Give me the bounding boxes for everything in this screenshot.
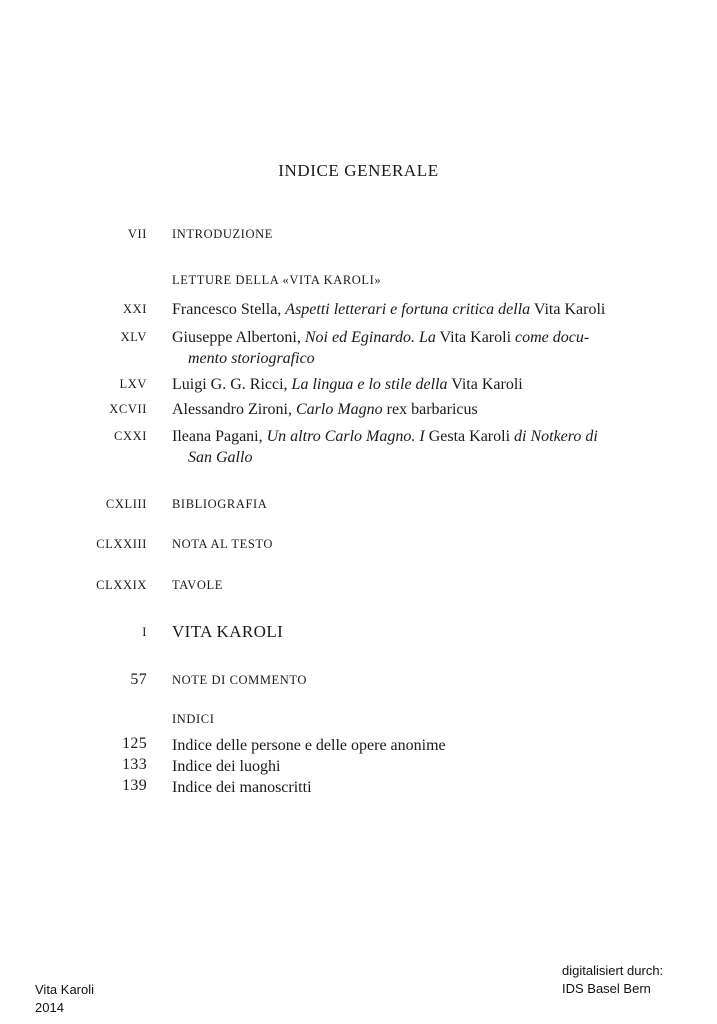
entry-title: Un altro Carlo Magno. I (266, 428, 425, 445)
entry-author: Ileana Pagani, (172, 428, 267, 445)
page-title: INDICE GENERALE (278, 161, 439, 180)
footer-digitized-by: IDS Basel Bern (562, 981, 651, 996)
section-heading: LETTURE DELLA «VITA KAROLI» (172, 273, 382, 287)
entry-author: Luigi G. G. Ricci, (172, 376, 292, 393)
page-number: 133 (122, 756, 147, 773)
section-label: INTRODUZIONE (172, 227, 273, 241)
entry-text (172, 299, 642, 320)
page-number: 57 (130, 671, 147, 688)
entry-text (172, 426, 642, 468)
page-number: CXLIII (105, 497, 147, 511)
page-number: XCVII (109, 402, 147, 416)
page-number: CLXXIX (96, 578, 147, 592)
page-number: CLXXIII (96, 537, 147, 551)
entry-title-roman: Gesta Karoli (424, 428, 515, 445)
entry-title-roman: Vita Karoli (435, 329, 516, 346)
entry-author: Giuseppe Albertoni, (172, 329, 305, 346)
entry-text (172, 374, 642, 395)
entry-text (172, 399, 642, 420)
page-number: XLV (120, 330, 147, 344)
entry-title: Carlo Magno (295, 401, 383, 418)
footer-year: 2014 (35, 1000, 64, 1015)
section-label: TAVOLE (172, 578, 223, 592)
footer-left (35, 981, 94, 1017)
entry-text: Indice delle persone e delle opere anonime (172, 737, 446, 754)
entry-title: di Notkero di (514, 428, 598, 445)
footer-right (562, 962, 663, 998)
section-heading: INDICI (172, 712, 215, 726)
entry-text (172, 327, 642, 369)
entry-title: La lingua e lo stile della (291, 376, 448, 393)
page-number: 139 (122, 777, 147, 794)
entry-title: Aspetti letterari e fortuna critica della (285, 301, 531, 318)
footer-digitized-label: digitalisiert durch: (562, 963, 664, 978)
entry-text: Indice dei luoghi (172, 758, 281, 775)
entry-title: Noi ed Eginardo. La (304, 329, 436, 346)
entry-title-continuation: mento storiografico (188, 350, 315, 367)
page-number: I (142, 625, 147, 639)
page-number: 125 (122, 735, 147, 752)
page-number: LXV (119, 377, 147, 391)
entry-author: Francesco Stella, (172, 301, 286, 318)
entry-title-roman: rex barbaricus (382, 401, 478, 418)
section-label: VITA KAROLI (172, 622, 284, 641)
section-label: NOTA AL TESTO (172, 537, 274, 551)
page-number: VII (127, 227, 147, 241)
entry-author: Alessandro Zironi, (172, 401, 296, 418)
entry-title-roman: Vita Karoli (447, 376, 523, 393)
footer-book-title: Vita Karoli (35, 982, 95, 997)
section-label: BIBLIOGRAFIA (172, 497, 268, 511)
page-number: CXXI (114, 429, 147, 443)
entry-title: come docu- (515, 329, 590, 346)
section-label: NOTE DI COMMENTO (172, 673, 308, 687)
entry-text: Indice dei manoscritti (172, 779, 312, 796)
page-number: XXI (122, 302, 147, 316)
entry-title-continuation: San Gallo (188, 449, 253, 466)
entry-title-roman: Vita Karoli (530, 301, 606, 318)
